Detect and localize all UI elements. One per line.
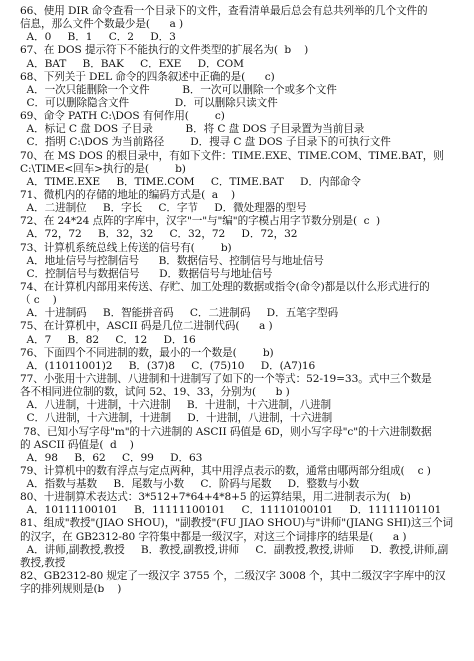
text-line: A．10111100101 B．11111100101 C．11110100101 D．11111101101 <box>20 504 442 517</box>
text-line: 75、在计算机中，ASCII 码是几位二进制代码( a ) <box>20 320 273 333</box>
text-line: A．(11011001)2 B．(37)8 C．(75)10 D．(A7)16 <box>20 359 316 372</box>
text-line: 81、组成"教授"(JIAO SHOU)，"副教授"(FU JIAO SHOU)与"讲师"(JIANG SHI)这三个词 <box>20 517 454 530</box>
text-line: A．标记 C 盘 DOS 子目录 B．将 C 盘 DOS 子目录置为当前目录 <box>20 123 365 136</box>
text-line: 69、命令 PATH C:\DOS 有何作用( c) <box>20 110 225 123</box>
text-line: A．二进制位 B．字长 C．字节 D．微处理器的型号 <box>20 202 307 215</box>
text-line: 字的排列规则是(b ) <box>20 583 122 596</box>
text-line: 68、下列关于 DEL 命令的四条叙述中正确的是( c) <box>20 70 275 83</box>
text-line: A．八进制，十进制，十六进制 B．十进制，十六进制，八进制 <box>20 399 331 412</box>
text-line: 77、小张用十六进制、八进制和十进制写了如下的一个等式：52-19=33。式中三个数是 <box>20 372 432 385</box>
text-line: C．指明 C:\DOS 为当前路径 D．搜寻 C 盘 DOS 子目录下的可执行文件 <box>20 136 391 149</box>
text-line: 信息，那么文件个数最少是( a ) <box>20 18 184 31</box>
text-line: 74、在计算机内部用来传送、存贮、加工处理的数据或指令(命令)都是以什么形式进行的 <box>20 280 430 293</box>
text-line: A．BAT B．BAK C．EXE D．COM <box>20 57 244 70</box>
text-line: 80、十进制算术表达式：3*512+7*64+4*8+5 的运算结果，用二进制表示为( b) <box>20 491 411 504</box>
text-line: A．TIME.EXE B．TIME.COM C．TIME.BAT D．内部命令 <box>20 175 361 188</box>
text-line: 73、计算机系统总线上传送的信号有( b) <box>20 241 232 254</box>
text-line: C．八进制，十六进制，十进制 D．十进制，八进制，十六进制 <box>20 412 333 425</box>
text-line: A．一次只能删除一个文件 B．一次可以删除一个或多个文件 <box>20 83 337 96</box>
text-line: A．十进制码 B．智能拼音码 C．二进制码 D．五笔字型码 <box>20 307 339 320</box>
text-line: A．讲师,副教授,教授 B．教授,副教授,讲师 C．副教授,教授,讲师 D．教授,讲师,副 <box>20 543 449 556</box>
text-line: 各不相同进位制的数，试问 52、19、33，分别为( b ) <box>20 386 290 399</box>
text-line: 教授,教授 <box>20 556 66 569</box>
text-line: 76、下面四个不同进制的数，最小的一个数是( b) <box>20 346 274 359</box>
text-line: 79、计算机中的数有浮点与定点两种，其中用浮点表示的数，通常由哪两部分组成( c ) <box>20 464 431 477</box>
text-line: 82、GB2312-80 规定了一级汉字 3755 个，二级汉字 3008 个，其中二级汉字字库中的汉 <box>20 570 446 583</box>
text-line: （ c ) <box>20 294 57 307</box>
text-line: A．7 B．82 C．12 D．16 <box>20 333 196 346</box>
text-line: A．98 B．62 C．99 D．63 <box>20 451 203 464</box>
text-line: 66、使用 DIR 命令查看一个目录下的文件，查看清单最后总会有总共列举的几个文件的 <box>20 5 428 17</box>
text-line: A．72，72 B．32，32 C．32，72 D．72，32 <box>20 228 298 241</box>
text-line: 70、在 MS DOS 的根目录中，有如下文件：TIME.EXE、TIME.COM、TIME.BAT，则 <box>20 149 444 162</box>
text-line: A．0 B．1 C．2 D．3 <box>20 31 176 44</box>
text-line: C．可以删除隐含文件 D．可以删除只读文件 <box>20 96 278 109</box>
text-line: 的汉字，在 GB2312-80 字符集中都是一级汉字，对这三个词排序的结果是( a ) <box>20 530 407 543</box>
text-line: 71、微机内的存储的地址的编码方式是( a ) <box>20 188 236 201</box>
text-line: 的 ASCII 码值是( d ) <box>20 438 134 451</box>
text-line: A．地址信号与控制信号 B．数据信号、控制信号与地址信号 <box>20 254 324 267</box>
text-line: 67、在 DOS 提示符下不能执行的文件类型的扩展名为( b ) <box>20 44 309 57</box>
text-line: 78、已知小写字母"m"的十六进制的 ASCII 码值是 6D，则小写字母"c"的十六进制数据 <box>20 425 432 438</box>
text-line: A．指数与基数 B．尾数与小数 C．阶码与尾数 D．整数与小数 <box>20 478 360 491</box>
text-line: 72、在 24*24 点阵的字库中，汉字"一"与"编"的字模占用字节数分别是( c ) <box>20 215 380 228</box>
text-line: C．控制信号与数据信号 D．数据信号与地址信号 <box>20 267 273 280</box>
text-line: C:\TIME<回车>执行的是( b) <box>20 162 186 175</box>
